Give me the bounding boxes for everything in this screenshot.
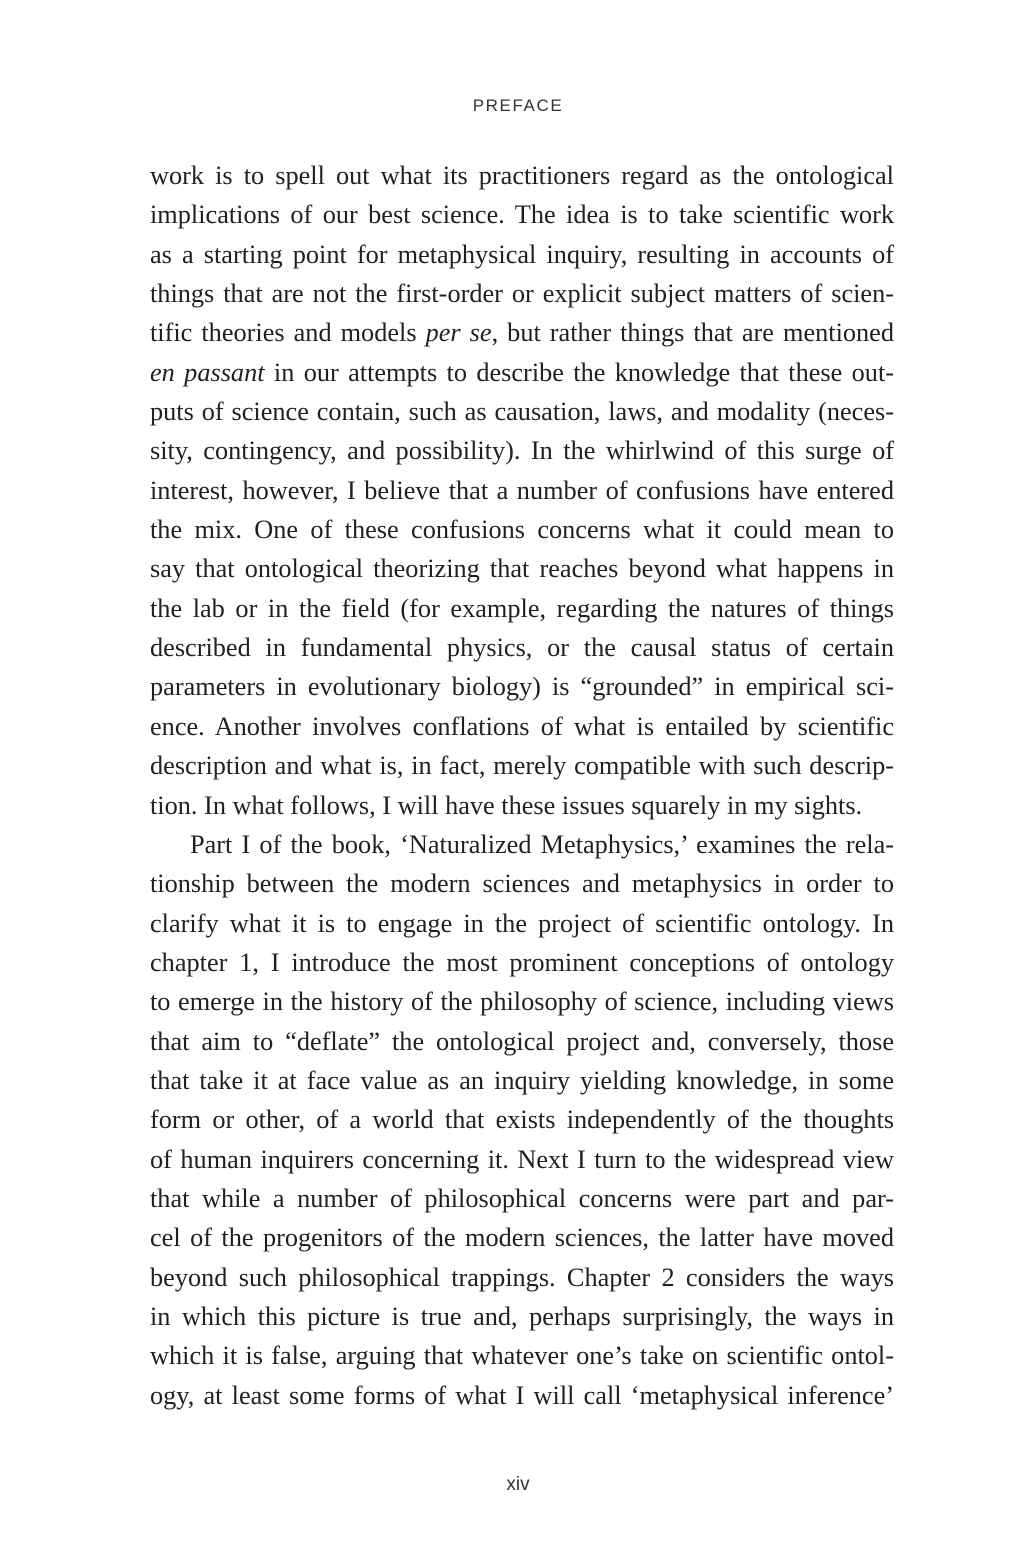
- text-line: as a starting point for metaphysical inquiry, resulting in accounts of: [150, 239, 894, 269]
- text-line: clarify what it is to engage in the project of scientific ontology. In: [150, 908, 894, 938]
- italic-phrase: per se: [425, 318, 492, 348]
- text-line: beyond such philosophical trappings. Chapter 2 considers the ways: [150, 1262, 894, 1292]
- text-line: Part I of the book, ‘Naturalized Metaphysics,’ examines the rela-: [190, 829, 894, 859]
- text-line: that aim to “deflate” the ontological project and, conversely, those: [150, 1026, 894, 1056]
- text-line: sity, contingency, and possibility). In the whirlwind of this surge of: [150, 436, 894, 466]
- page-number: xiv: [506, 1474, 530, 1495]
- text-line: [150, 313, 894, 352]
- text-line: which it is false, arguing that whatever one’s take on scientific ontol-: [150, 1341, 894, 1371]
- text-run: , but rather things that are mentioned: [491, 318, 894, 348]
- running-head: PREFACE: [472, 96, 564, 115]
- text-line: work is to spell out what its practitioners regard as the ontological: [150, 161, 894, 190]
- body-text: [150, 156, 894, 1415]
- text-line: puts of science contain, such as causation, laws, and modality (neces-: [150, 397, 894, 427]
- text-line: in which this picture is true and, perhaps surprisingly, the ways in: [150, 1301, 894, 1331]
- text-line: say that ontological theorizing that reaches beyond what happens in: [150, 554, 894, 584]
- text-line: described in fundamental physics, or the causal status of certain: [150, 633, 894, 663]
- text-line: implications of our best science. The idea is to take scientific work: [150, 200, 894, 230]
- text-line: interest, however, I believe that a number of confusions have entered: [150, 475, 894, 505]
- text-line: cel of the progenitors of the modern sciences, the latter have moved: [150, 1223, 894, 1253]
- italic-phrase: en passant: [150, 357, 265, 387]
- text-line: that while a number of philosophical concerns were part and par-: [150, 1183, 894, 1213]
- text-line: [150, 353, 894, 392]
- text-line: chapter 1, I introduce the most prominent conceptions of ontology: [150, 947, 894, 977]
- text-line: of human inquirers concerning it. Next I turn to the widespread view: [150, 1144, 894, 1174]
- text-line: description and what is, in fact, merely compatible with such descrip-: [150, 751, 894, 781]
- text-line: ogy, at least some forms of what I will call ‘metaphysical inference’: [150, 1380, 894, 1410]
- text-run: tific theories and models: [150, 318, 426, 348]
- text-line: ence. Another involves conflations of what is entailed by scientific: [150, 711, 894, 741]
- text-line: that take it at face value as an inquiry yielding knowledge, in some: [150, 1065, 894, 1095]
- text-line: form or other, of a world that exists independently of the thoughts: [150, 1105, 894, 1135]
- text-line: to emerge in the history of the philosophy of science, including views: [150, 987, 894, 1017]
- text-line: parameters in evolutionary biology) is “grounded” in empirical sci-: [150, 672, 894, 702]
- paragraph-2: [150, 825, 894, 1415]
- text-run: in our attempts to describe the knowledge that these out-: [264, 357, 895, 387]
- text-line: the lab or in the field (for example, regarding the natures of things: [150, 593, 894, 623]
- text-line: tionship between the modern sciences and metaphysics in order to: [150, 869, 894, 899]
- text-line: things that are not the first-order or explicit subject matters of scien-: [150, 279, 894, 309]
- paragraph-1: [150, 156, 894, 825]
- text-line: tion. In what follows, I will have these issues squarely in my sights.: [150, 790, 863, 820]
- text-line: the mix. One of these confusions concerns what it could mean to: [150, 515, 894, 545]
